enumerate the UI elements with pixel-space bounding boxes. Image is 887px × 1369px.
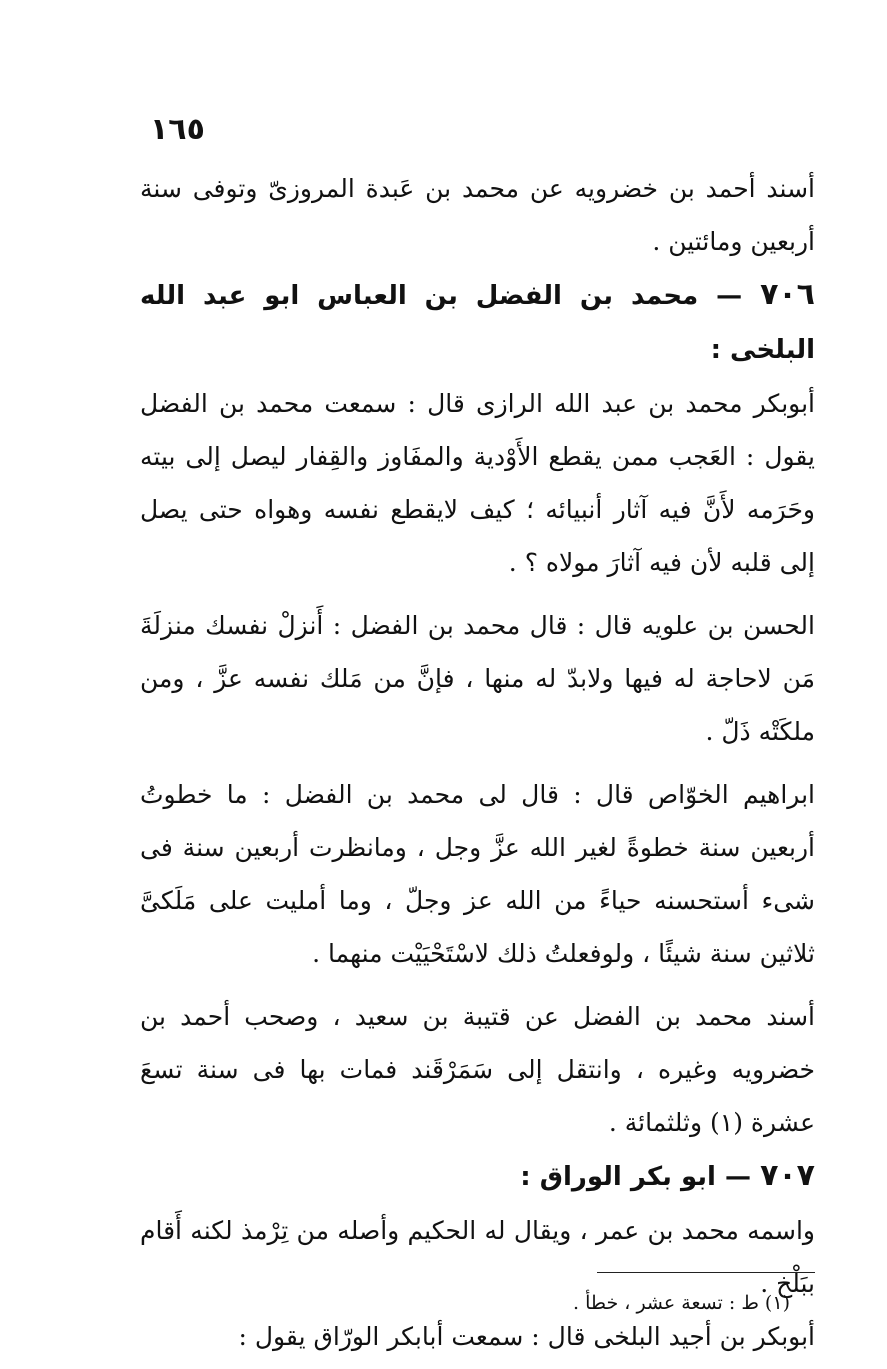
page-number: ١٦٥ <box>150 112 205 147</box>
paragraph-hasan-ibn-alawiya: الحسن بن علويه قال : قال محمد بن الفضل : أَنزلْ نفسك منزلَةَ مَن لاحاجة له فيها ولابدّ له منها ، فإنَّ من مَلك نفسه عزَّ ، ومن ملكَتْه ذَلّ . <box>140 611 815 746</box>
footnote-divider <box>597 1272 815 1273</box>
paragraph-abubakr-ajid: أبوبكر بن أجيد البلخى قال : سمعت أبابكر الورّاق يقول : <box>238 1322 815 1351</box>
footnote: (١) ط : تسعة عشر ، خطأ . <box>573 1292 790 1314</box>
section-heading-707 <box>140 1149 815 1204</box>
paragraph-abubakr-razi: أبوبكر محمد بن عبد الله الرازى قال : سمعت محمد بن الفضل يقول : العَجب ممن يقطع الأَوْدية والمفَاوز والقِفار ليصل إلى بيته وحَرَمه لأَنَّ فيه آثار أنبيائه ؛ كيف لايقطع نفسه وهواه حتى يصل إلى قلبه لأن فيه آثارَ مولاه ؟ . <box>140 389 815 577</box>
paragraph-ibrahim-khawwas: ابراهيم الخوّاص قال : قال لى محمد بن الفضل : ما خطوتُ أربعين سنة خطوةً لغير الله عزَّ وجل ، ومانظرت أربعين سنة فى شىء أستحسنه حياءً من الله عز وجلّ ، وما أمليت على مَلَكىَّ ثلاثين سنة شيئًا ، ولوفعلتُ ذلك لاسْتَحْيَيْت منهما . <box>140 780 815 968</box>
entry-title: — محمد بن الفضل بن العباس ابو عبد الله البلخى : <box>140 281 815 365</box>
entry-title: — ابو بكر الوراق : <box>520 1162 751 1192</box>
paragraph-isnad-muhammad: أسند محمد بن الفضل عن قتيبة بن سعيد ، وصحب أحمد بن خضرويه وغيره ، وانتقل إلى سَمَرْقَند فمات بها فى سنة تسعَ عشرة (١) وثلثمائة . <box>140 1002 815 1137</box>
entry-number: ٧٠٧ <box>760 1158 815 1193</box>
paragraph-name-warraq: واسمه محمد بن عمر ، ويقال له الحكيم وأصله من تِرْمذ لكنه أَقام ببَلْخ . <box>140 1216 815 1298</box>
section-heading-706 <box>140 268 815 377</box>
entry-number: ٧٠٦ <box>760 277 815 312</box>
paragraph-isnad-ahmad: أسند أحمد بن خضرويه عن محمد بن عَبدة المروزىّ وتوفى سنة أربعين ومائتين . <box>140 174 815 256</box>
page-body <box>140 162 815 1363</box>
